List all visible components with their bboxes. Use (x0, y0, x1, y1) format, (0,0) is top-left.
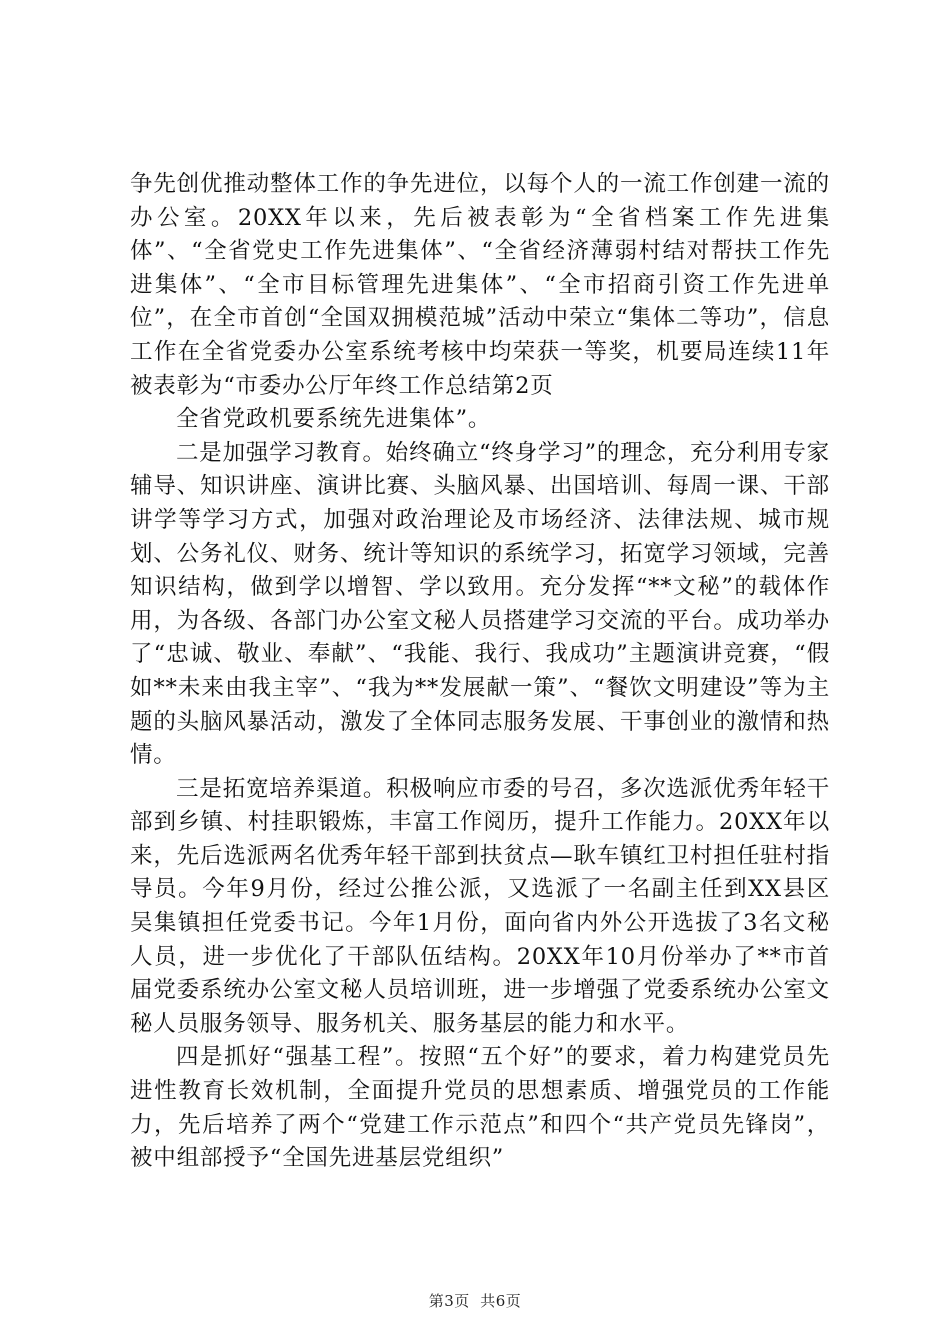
paragraph-5: 四是抓好“强基工程”。按照“五个好”的要求，着力构建党员先进性教育长效机制，全面提升党员的思想素质、增强党员的工作能力，先后培养了两个“党建工作示范点”和四个“共产党员先锋岗”，被中组部授予“全国先进基层党组织” (130, 1044, 830, 1172)
paragraph-4: 三是拓宽培养渠道。积极响应市委的号召，多次选派优秀年轻干部到乡镇、村挂职锻炼，丰富工作阅历，提升工作能力。20XX年以来，先后选派两名优秀年轻干部到扶贫点—耿车镇红卫村担任驻村指导员。今年9月份，经过公推公派，又选派了一名副主任到XX县区吴集镇担任党委书记。今年1月份，面向省内外公开选拔了3名文秘人员，进一步优化了干部队伍结构。20XX年10月份举办了**市首届党委系统办公室文秘人员培训班，进一步增强了党委系统办公室文秘人员服务领导、服务机关、服务基层的能力和水平。 (130, 775, 830, 1037)
paragraph-3: 二是加强学习教育。始终确立“终身学习”的理念，充分利用专家辅导、知识讲座、演讲比赛、头脑风暴、出国培训、每周一课、干部讲学等学习方式，加强对政治理论及市场经济、法律法规、城市规划、公务礼仪、财务、统计等知识的系统学习，拓宽学习领域，完善知识结构，做到学以增智、学以致用。充分发挥“**文秘”的载体作用，为各级、各部门办公室文秘人员搭建学习交流的平台。成功举办了“忠诚、敬业、奉献”、“我能、我行、我成功”主题演讲竞赛，“假如**未来由我主宰”、“我为**发展献一策”、“餐饮文明建设”等为主题的头脑风暴活动，激发了全体同志服务发展、干事创业的激情和热情。 (130, 439, 830, 769)
page-number-footer: 第3页 共6页 (428, 1292, 522, 1310)
paragraph-2: 全省党政机要系统先进集体”。 (176, 406, 492, 433)
document-body (130, 168, 830, 1176)
paragraph-1: 争先创优推动整体工作的争先进位，以每个人的一流工作创建一流的办公室。20XX年以来，先后被表彰为“全省档案工作先进集体”、“全省党史工作先进集体”、“全省经济薄弱村结对帮扶工作先进集体”、“全市目标管理先进集体”、“全市招商引资工作先进单位”，在全市首创“全国双拥模范城”活动中荣立“集体二等功”，信息工作在全省党委办公室系统考核中均荣获一等奖，机要局连续11年被表彰为“市委办公厅年终工作总结第2页 (130, 171, 830, 399)
